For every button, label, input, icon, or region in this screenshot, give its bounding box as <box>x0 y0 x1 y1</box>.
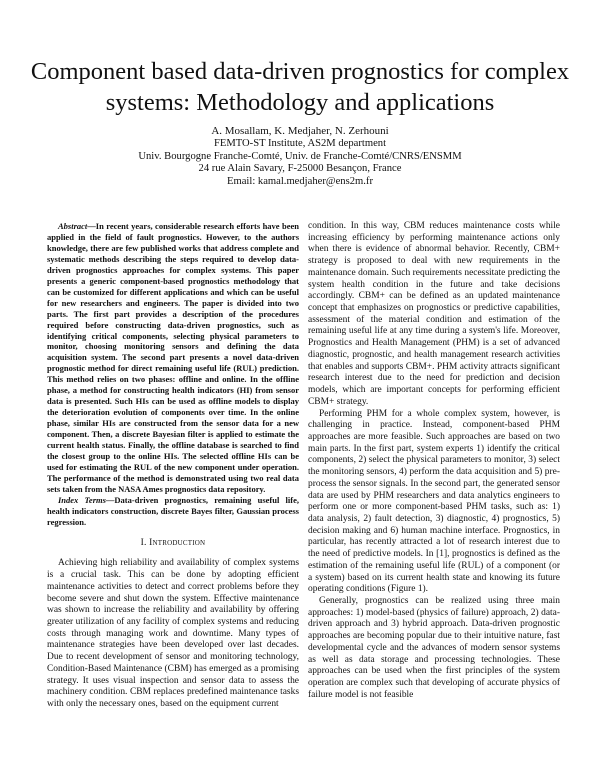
abstract <box>47 221 299 495</box>
affiliation-line: FEMTO-ST Institute, AS2M department <box>213 138 387 150</box>
affiliation-line: 24 rue Alain Savary, F-25000 Besançon, France <box>198 163 402 175</box>
section-heading: I. Introduction <box>140 537 206 548</box>
intro-paragraph: Achieving high reliability and availability of complex systems is a crucial task. This can be done by adopting efficient maintenance activities to detect and correct problems before they become severe and shut down the system. Effective maintenance was shown to increase the reliability and availability by offering greater utilization of any facility of complex systems and reducing costs through managing work and downtime. Many types of maintenance strategies have been developed over last decades. Due to recent development of sensor and monitoring technology, Condition-Based Maintenance (CBM) has emerged as a promising strategy. It uses visual inspection and sensor data to assess the machinery condition. CBM replaces predefined maintenance tasks with only the necessary ones, based on the equipment current <box>47 558 299 710</box>
body-paragraph: Generally, prognostics can be realized using three main approaches: 1) model-based (physics of failure) approach, 2) data-driven approach and 3) hybrid approach. Data-driven prognostic approaches are becoming popular due to their intuitive nature, fast developmental cycle and the advances of modern sensor systems as well as data storage and processing technologies. These approaches can be used when the first principles of the system operation are complex such that developing of accurate physics of failure model is not feasible <box>308 596 560 700</box>
author-block <box>30 125 570 188</box>
right-column <box>308 221 560 701</box>
index-terms-label: Index Terms <box>58 494 106 505</box>
author-email: Email: kamal.medjaher@ens2m.fr <box>227 175 373 187</box>
abstract-label: Abstract <box>58 221 88 231</box>
body-paragraph: condition. In this way, CBM reduces maintenance costs while increasing efficiency by performing maintenance actions only when there is evidence of abnormal behavior. Recently, CBM+ strategy is proposed to deal with new requirements in the maintenance domain. Such requirements necessitate predicting the system health condition in the future and take decisions accordingly. CBM+ can be defined as an updated maintenance concept that emphasizes on prognostics or predictive capabilities, assessment of the material condition and estimation of the remaining useful life at any time during a system's life. Moreover, Prognostics and Health Management (PHM) is a set of advanced diagnostic, prognostic, and health management research activities that enables and supports CBM+. PHM activity attracts significant research interest due to the need for prediction and decision models, which are important concepts for performing efficient CBM+ strategy. <box>308 221 560 407</box>
body-paragraph: Performing PHM for a whole complex system, however, is challenging in practice. Instead, component-based PHM approaches are more feasible. Such approaches are based on two main parts. In the first part, system experts 1) identify the critical components, 2) select the physical parameters to monitor, 3) select the monitoring sensors, 4) perform the data acquisition and 5) pre-process the sensor signals. In the second part, the generated sensor data are used by PHM researchers and data analytics engineers to perform one or more component-based PHM tasks, such as: 1) data analysis, 2) fault detection, 3) diagnostic, 4) prognostics, 5) decision making and 6) human machine interface. Prognostics, in particular, has recently attracted a lot of research interest due to the need of predictive models. In [1], prognostics is defined as the estimation of the remaining useful life (RUL) of a component (or a system) based on its current health state and knowing its future operating conditions (Figure 1). <box>308 408 560 595</box>
index-terms-text: —Data-driven prognostics, remaining useful life, health indicators construction, discrete Bayes filter, Gaussian process regression. <box>47 494 299 527</box>
affiliation-line: Univ. Bourgogne Franche-Comté, Univ. de Franche-Comté/CNRS/ENSMM <box>138 150 462 162</box>
author-names: A. Mosallam, K. Medjaher, N. Zerhouni <box>211 125 389 137</box>
left-column <box>47 221 299 711</box>
index-terms <box>47 495 299 528</box>
abstract-text: —In recent years, considerable research efforts have been applied in the field of fault prognostics. However, to the authors knowledge, there are few published works that address complete and systematic methods describing the steps required to develop data-driven prognostics approaches for complex systems. This paper presents a generic component-based prognostics methodology that can be customized for different applications and which can be useful for new researchers and engineers. The paper is divided into two parts. The first part provides a description of the procedures required before constructing data-driven prognostics, such as identifying critical components, selecting physical parameters to monitor, choosing monitoring sensors and defining the data acquisition system. The second part presents a novel data-driven prognostic method for direct remaining useful life (RUL) prediction. This method relies on two phases: offline and online. In the offline phase, a method for constructing health indicators (HI) from sensor data is presented. Such HIs can be used as offline models to display the deterioration evolution of components over time. In the online phase, similar HIs are constructed from the sensor data for a new component. Then, a discrete Bayesian filter is applied to estimate the current health status. Finally, the offline database is searched to find the closest group to the online HIs. The selected offline HIs can be used for estimating the RUL of the new component under operation. The performance of the method is demonstrated using two real data sets taken from the NASA Ames prognostics data repository. <box>47 221 299 494</box>
paper-title: Component based data-driven prognostics for complex systems: Methodology and applications <box>30 58 570 116</box>
